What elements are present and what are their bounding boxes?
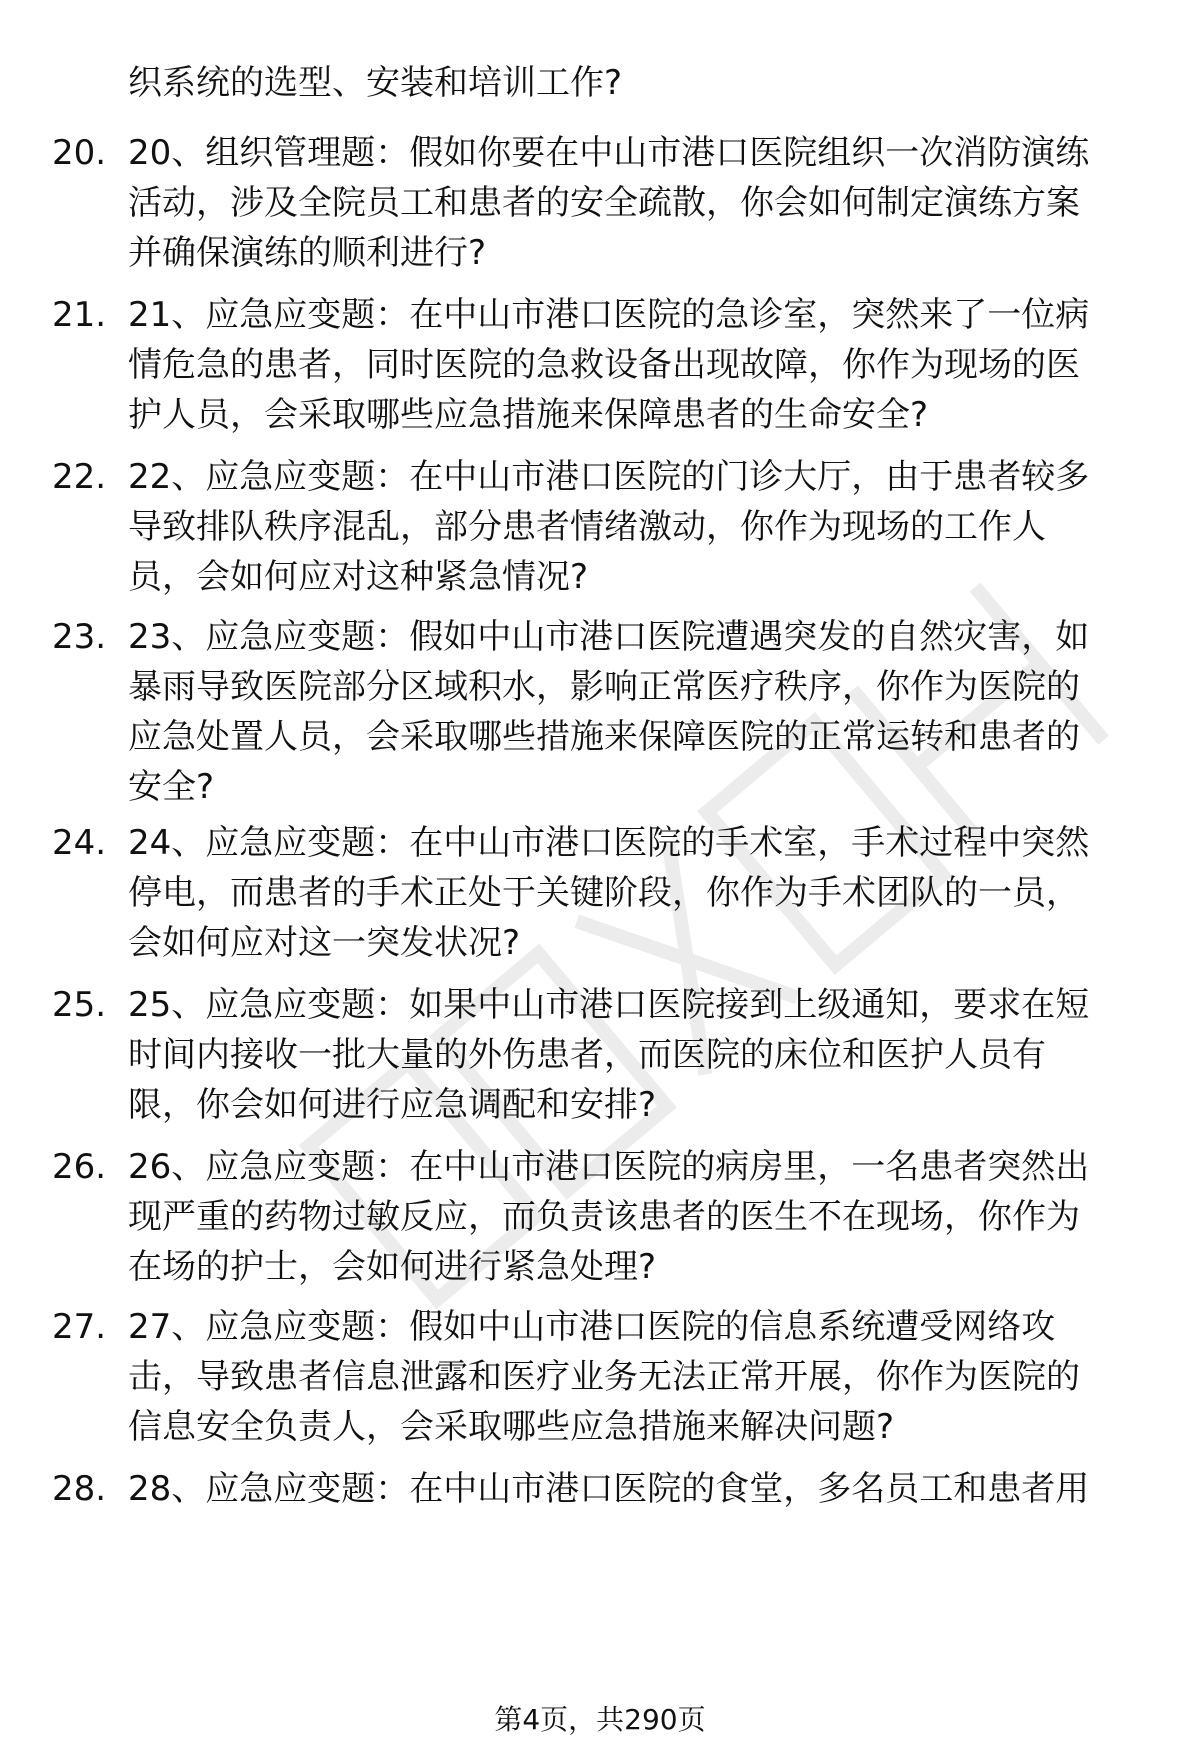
question-text bbox=[128, 980, 1148, 1130]
continuation-line: 织系统的选型、安装和培训工作? bbox=[128, 63, 623, 103]
question-number: 27. bbox=[52, 1307, 107, 1347]
question-line: 护人员，会采取哪些应急措施来保障患者的生命安全? bbox=[128, 395, 929, 435]
question-number: 21. bbox=[52, 295, 107, 335]
question-text bbox=[128, 1302, 1148, 1452]
question-line: 情危急的患者，同时医院的急救设备出现故障，你作为现场的医 bbox=[128, 345, 1080, 385]
question-line: 25、应急应变题：如果中山市港口医院接到上级通知，要求在短 bbox=[128, 985, 1090, 1025]
question-line: 24、应急应变题：在中山市港口医院的手术室，手术过程中突然 bbox=[128, 823, 1090, 863]
question-text bbox=[128, 818, 1148, 968]
question-line: 21、应急应变题：在中山市港口医院的急诊室，突然来了一位病 bbox=[128, 295, 1090, 335]
question-number: 20. bbox=[52, 133, 107, 173]
question-text bbox=[128, 452, 1148, 602]
question-number: 22. bbox=[52, 457, 107, 497]
question-text bbox=[128, 1464, 1148, 1514]
page-footer: 第4页，共290页 bbox=[494, 1703, 706, 1736]
question-number: 25. bbox=[52, 985, 107, 1025]
question-line: 暴雨导致医院部分区域积水，影响正常医疗秩序，你作为医院的 bbox=[128, 667, 1080, 707]
question-line: 时间内接收一批大量的外伤患者，而医院的床位和医护人员有 bbox=[128, 1035, 1046, 1075]
question-line: 28、应急应变题：在中山市港口医院的食堂，多名员工和患者用 bbox=[128, 1469, 1090, 1509]
question-number: 28. bbox=[52, 1469, 107, 1509]
question-number: 23. bbox=[52, 617, 107, 657]
question-line: 并确保演练的顺利进行? bbox=[128, 233, 487, 273]
question-line: 27、应急应变题：假如中山市港口医院的信息系统遭受网络攻 bbox=[128, 1307, 1056, 1347]
question-line: 员，会如何应对这种紧急情况? bbox=[128, 557, 589, 597]
question-text bbox=[128, 128, 1148, 278]
question-text bbox=[128, 612, 1148, 812]
question-line: 会如何应对这一突发状况? bbox=[128, 923, 521, 963]
question-line: 导致排队秩序混乱，部分患者情绪激动，你作为现场的工作人 bbox=[128, 507, 1046, 547]
question-line: 信息安全负责人，会采取哪些应急措施来解决问题? bbox=[128, 1407, 895, 1447]
question-line: 23、应急应变题：假如中山市港口医院遭遇突发的自然灾害，如 bbox=[128, 617, 1090, 657]
question-text bbox=[128, 1142, 1148, 1292]
question-line: 活动，涉及全院员工和患者的安全疏散，你会如何制定演练方案 bbox=[128, 183, 1080, 223]
question-line: 应急处置人员，会采取哪些措施来保障医院的正常运转和患者的 bbox=[128, 717, 1080, 757]
question-line: 22、应急应变题：在中山市港口医院的门诊大厅，由于患者较多 bbox=[128, 457, 1090, 497]
question-line: 26、应急应变题：在中山市港口医院的病房里，一名患者突然出 bbox=[128, 1147, 1090, 1187]
question-line: 停电，而患者的手术正处于关键阶段，你作为手术团队的一员， bbox=[128, 873, 1080, 913]
question-line: 击，导致患者信息泄露和医疗业务无法正常开展，你作为医院的 bbox=[128, 1357, 1080, 1397]
question-line: 安全? bbox=[128, 767, 215, 807]
question-number: 26. bbox=[52, 1147, 107, 1187]
question-line: 20、组织管理题：假如你要在中山市港口医院组织一次消防演练 bbox=[128, 133, 1090, 173]
question-text bbox=[128, 290, 1148, 440]
question-line: 现严重的药物过敏反应，而负责该患者的医生不在现场，你作为 bbox=[128, 1197, 1080, 1237]
question-number: 24. bbox=[52, 823, 107, 863]
question-line: 限，你会如何进行应急调配和安排? bbox=[128, 1085, 657, 1125]
question-line: 在场的护士，会如何进行紧急处理? bbox=[128, 1247, 657, 1287]
